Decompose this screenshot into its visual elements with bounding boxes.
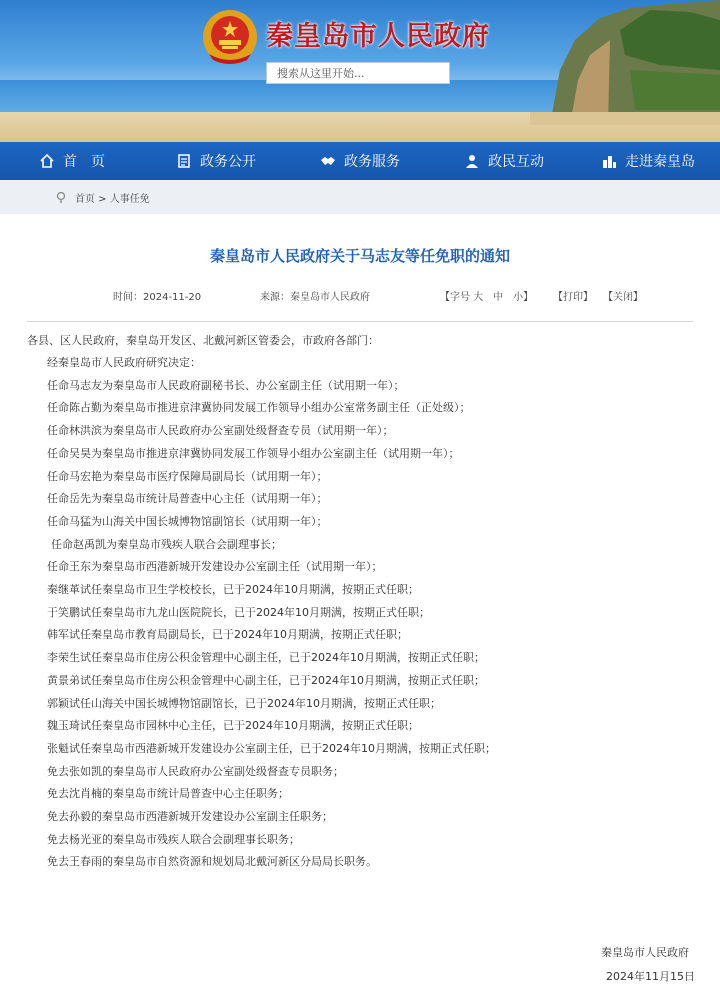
publish-time: 时间：2024-11-20 bbox=[113, 292, 202, 303]
nav-item-label: 政务服务 bbox=[344, 154, 400, 170]
paragraph-line: 经秦皇岛市人民政府研究决定： bbox=[47, 356, 201, 369]
nav-item-label: 政务公开 bbox=[200, 154, 256, 170]
breadcrumb[interactable]: 首页 > 人事任免 bbox=[75, 193, 150, 205]
paragraph-line: 免去杨光亚的秦皇岛市残疾人联合会副理事长职务； bbox=[47, 832, 300, 846]
salutation: 各县、区人民政府，秦皇岛开发区、北戴河新区管委会，市政府各部门： bbox=[27, 334, 379, 347]
breadcrumb-bar bbox=[0, 180, 720, 214]
paragraph-line: 任命王东为秦皇岛市西港新城开发建设办公室副主任（试用期一年）； bbox=[47, 560, 383, 574]
home-icon bbox=[39, 153, 55, 169]
paragraph-line: 李荣生试任秦皇岛市住房公积金管理中心副主任，已于2024年10月期满，按期正式任职； bbox=[47, 651, 485, 665]
site-header bbox=[0, 0, 720, 142]
paragraph-line: 黄景弟试任秦皇岛市住房公积金管理中心副主任，已于2024年10月期满，按期正式任职； bbox=[47, 673, 485, 687]
nav-item-label: 走进秦皇岛 bbox=[625, 154, 695, 170]
national-emblem-icon bbox=[201, 8, 259, 66]
paragraph-line: 于笑鹏试任秦皇岛市九龙山医院院长，已于2024年10月期满，按期正式任职； bbox=[47, 605, 430, 619]
paragraph-line: 免去沈肖楠的秦皇岛市统计局普查中心主任职务； bbox=[47, 787, 289, 801]
site-title: 秦皇岛市人民政府 bbox=[266, 21, 490, 52]
nav-item-interaction[interactable] bbox=[432, 151, 576, 171]
paragraph-line: 任命吴昊为秦皇岛市推进京津冀协同发展工作领导小组办公室副主任（试用期一年）； bbox=[47, 446, 460, 460]
paragraph-line: 任命岳先为秦皇岛市统计局普查中心主任（试用期一年）； bbox=[47, 492, 328, 506]
paragraph-line: 魏玉琦试任秦皇岛市园林中心主任，已于2024年10月期满，按期正式任职； bbox=[47, 719, 419, 733]
paragraph-line: 韩军试任秦皇岛市教育局副局长，已于2024年10月期满，按期正式任职； bbox=[47, 628, 408, 642]
close-button[interactable]: 【关闭】 bbox=[603, 292, 643, 303]
paragraph-line: 免去孙毅的秦皇岛市西港新城开发建设办公室副主任职务； bbox=[47, 810, 333, 823]
paragraph-line: 任命赵禹凯为秦皇岛市残疾人联合会副理事长； bbox=[51, 537, 282, 551]
nav-item-home[interactable] bbox=[0, 151, 144, 171]
paragraph-line: 任命陈占勤为秦皇岛市推进京津冀协同发展工作领导小组办公室常务副主任（正处级）； bbox=[47, 401, 471, 415]
paragraph-line: 任命马猛为山海关中国长城博物馆副馆长（试用期一年）； bbox=[47, 514, 328, 528]
paragraph-line: 任命马志友为秦皇岛市人民政府副秘书长、办公室副主任（试用期一年）； bbox=[47, 378, 405, 392]
article-meta bbox=[0, 288, 720, 308]
location-pin-icon bbox=[55, 191, 67, 203]
handshake-icon bbox=[320, 153, 336, 169]
signature: 秦皇岛市人民政府 bbox=[601, 946, 689, 959]
nav-item-services[interactable] bbox=[288, 151, 432, 171]
nav-item-label: 首 页 bbox=[63, 154, 105, 170]
paragraph-line: 张魁试任秦皇岛市西港新城开发建设办公室副主任，已于2024年10月期满，按期正式任职； bbox=[47, 741, 496, 755]
print-button[interactable]: 【打印】 bbox=[553, 292, 593, 303]
main-nav bbox=[0, 142, 720, 180]
paragraph-line: 郭颖试任山海关中国长城博物馆副馆长，已于2024年10月期满，按期正式任职； bbox=[47, 696, 441, 710]
search-input[interactable]: 搜索从这里开始... bbox=[266, 62, 450, 84]
paragraph-line: 免去张如凯的秦皇岛市人民政府办公室副处级督查专员职务； bbox=[47, 764, 344, 778]
cliff-illustration bbox=[530, 0, 720, 125]
nav-item-gov-affairs[interactable] bbox=[144, 151, 288, 171]
nav-item-label: 政民互动 bbox=[488, 154, 544, 170]
paragraph-line: 免去王春雨的秦皇岛市自然资源和规划局北戴河新区分局局长职务。 bbox=[47, 855, 377, 869]
user-icon bbox=[464, 153, 480, 169]
sign-date: 2024年11月15日 bbox=[606, 970, 695, 983]
paragraph-line: 任命马宏艳为秦皇岛市医疗保障局副局长（试用期一年）； bbox=[47, 469, 328, 483]
article-source: 来源：秦皇岛市人民政府 bbox=[260, 292, 370, 303]
paragraph-line: 任命林洪滨为秦皇岛市人民政府办公室副处级督查专员（试用期一年）； bbox=[47, 424, 394, 438]
nav-item-about-city[interactable] bbox=[576, 151, 720, 171]
paragraph-line: 秦继革试任秦皇岛市卫生学校校长，已于2024年10月期满，按期正式任职； bbox=[47, 583, 419, 596]
buildings-icon bbox=[601, 153, 617, 169]
page-title: 秦皇岛市人民政府关于马志友等任免职的通知 bbox=[209, 247, 510, 265]
font-size-control[interactable]: 【字号 大 中 小】 bbox=[440, 292, 534, 303]
divider bbox=[27, 321, 693, 322]
document-icon bbox=[176, 153, 192, 169]
